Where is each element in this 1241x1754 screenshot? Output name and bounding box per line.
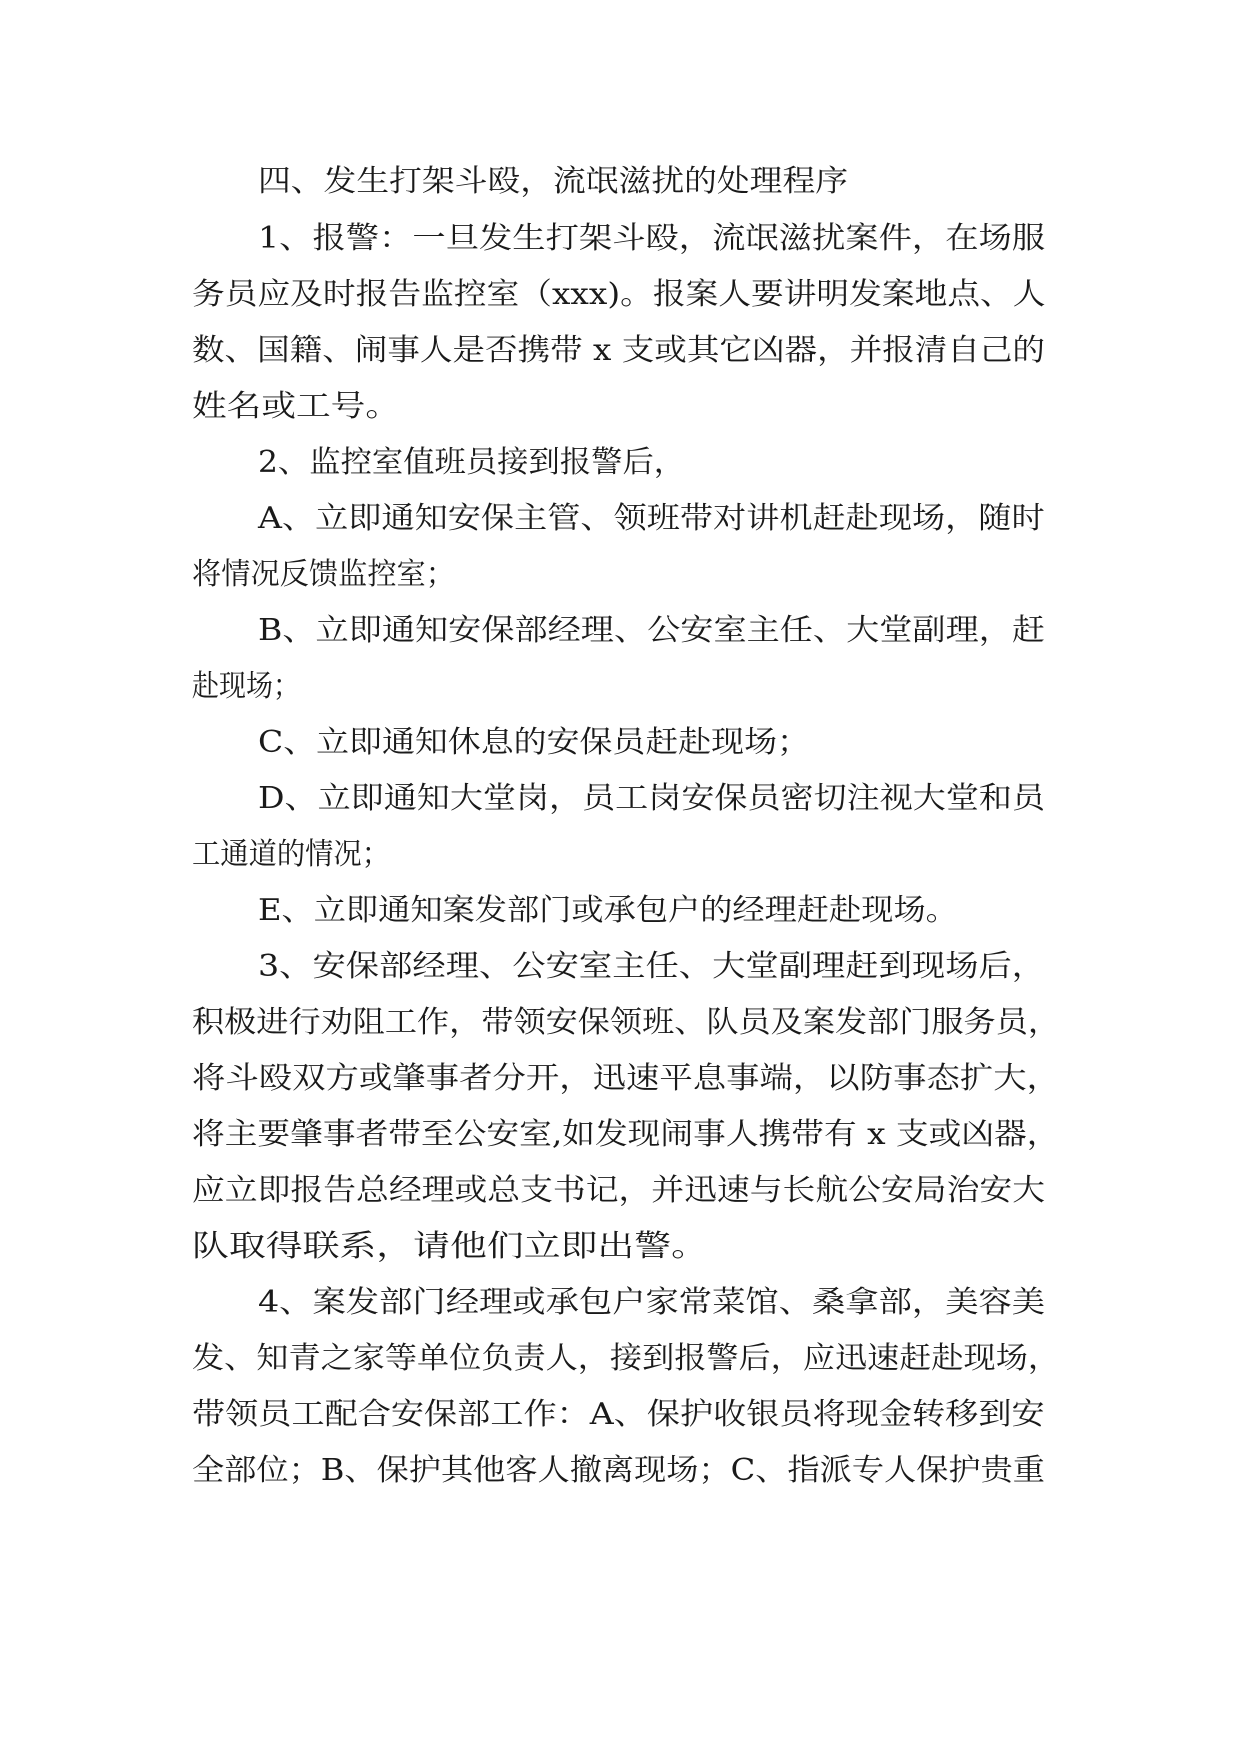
paragraph-line: 4、案发部门经理或承包户家常菜馆、桑拿部，美容美 [258, 1285, 1046, 1320]
paragraph-line: 全部位；B、保护其他客人撤离现场；C、指派专人保护贵重 [192, 1453, 1045, 1488]
paragraph-line: 务员应及时报告监控室（xxx)。报案人要讲明发案地点、人 [192, 277, 1046, 312]
paragraph-line: A、立即通知安保主管、领班带对讲机赶赴现场，随时 [258, 501, 1045, 536]
paragraph-line: D、立即通知大堂岗，员工岗安保员密切注视大堂和员 [258, 781, 1046, 816]
paragraph-line: 工通道的情况； [192, 837, 390, 872]
paragraph-line: 应立即报告总经理或总支书记，并迅速与长航公安局治安大 [192, 1173, 1045, 1208]
paragraph-line: B、立即通知安保部经理、公安室主任、大堂副理，赶 [258, 613, 1046, 648]
paragraph-line: 发、知青之家等单位负责人，接到报警后，应迅速赶赴现场， [192, 1341, 1060, 1376]
paragraph-line: E、立即通知案发部门或承包户的经理赶赴现场。 [258, 893, 958, 928]
paragraph-line: 姓名或工号。 [192, 389, 400, 424]
paragraph-line: 2、监控室值班员接到报警后， [258, 445, 686, 480]
paragraph-line: 积极进行劝阻工作，带领安保领班、队员及案发部门服务员， [192, 1005, 1060, 1040]
paragraph-line: 将主要肇事者带至公安室,如发现闹事人携带有 x 支或凶器， [192, 1117, 1060, 1152]
paragraph-line: 带领员工配合安保部工作：A、保护收银员将现金转移到安 [192, 1397, 1045, 1432]
paragraph-line: 1、报警：一旦发生打架斗殴，流氓滋扰案件，在场服 [258, 221, 1046, 256]
section-heading: 四、发生打架斗殴，流氓滋扰的处理程序 [258, 164, 848, 199]
paragraph-line: 队取得联系，请他们立即出警。 [192, 1229, 708, 1264]
paragraph-line: 将斗殴双方或肇事者分开，迅速平息事端，以防事态扩大， [192, 1061, 1060, 1096]
paragraph-line: 数、国籍、闹事人是否携带 x 支或其它凶器，并报清自己的 [192, 333, 1045, 368]
paragraph-line: 赴现场； [192, 669, 300, 704]
paragraph-line: C、立即通知休息的安保员赶赴现场； [258, 725, 810, 760]
paragraph-line: 将情况反馈监控室； [192, 557, 455, 592]
paragraph-line: 3、安保部经理、公安室主任、大堂副理赶到现场后， [258, 949, 1046, 984]
